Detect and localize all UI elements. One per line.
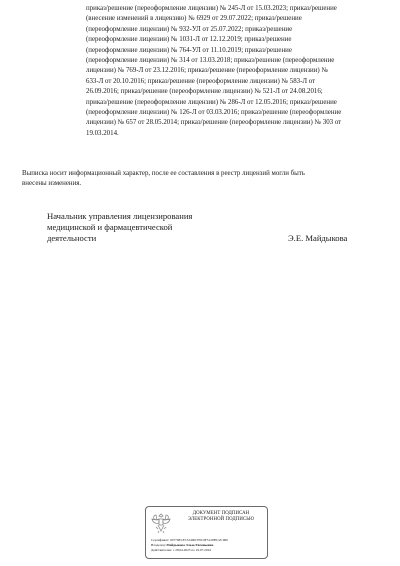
certificate-label: Сертификат: <box>151 538 170 542</box>
orders-line: лицензии) № 769-Л от 23.12.2016; приказ/решение (переоформление лицензии) № <box>86 67 329 75</box>
notice-line: внесены изменения. <box>22 179 82 187</box>
orders-line: приказ/решение (переоформление лицензии) № 245-Л от 15.03.2023; приказ/решение <box>86 5 337 12</box>
signatory-title-line: медицинской и фармацевтической <box>47 222 173 232</box>
signatory-title-line: деятельности <box>47 233 97 243</box>
orders-line: (переоформление лицензии) № 932-УЛ от 25.07.2022; приказ/решение <box>86 25 293 33</box>
owner-label: Владелец: <box>151 543 166 547</box>
orders-line: лицензии) № 657 от 28.05.2014; приказ/решение (переоформление лицензии) № 303 от <box>86 119 342 127</box>
stamp-details <box>151 538 267 553</box>
signature-block <box>47 211 387 244</box>
orders-line: 26.09.2016; приказ/решение (переоформление лицензии) № 521-Л от 24.08.2016; <box>86 88 323 96</box>
orders-line: приказ/решение (переоформление лицензии) № 286-Л от 12.05.2016; приказ/решение <box>86 98 337 106</box>
certificate-value: 00776ECE152400CF6C9F3129F012C960 <box>170 538 228 542</box>
orders-line: (переоформление лицензии) № 764-УЛ от 11.10.2019; приказ/решение <box>86 46 292 54</box>
stamp-heading-line: ЭЛЕКТРОННОЙ ПОДПИСЬЮ <box>187 517 255 522</box>
orders-line: (переоформление лицензии) № 126-Л от 03.03.2016; приказ/решение (переоформление <box>86 109 342 117</box>
validity-label: Действителен: <box>151 548 173 552</box>
orders-line: (переоформление лицензии) № 1031-Л от 12.12.2019; приказ/решение <box>86 36 292 44</box>
double-headed-eagle-emblem-icon <box>150 511 172 535</box>
stamp-validity-row <box>151 548 267 553</box>
owner-value: Майдыкова Эльза Евгеньевна <box>166 543 214 547</box>
notice-line: Выписка носит информационный характер, после ее составления в реестр лицензий могли быть <box>22 170 305 177</box>
electronic-signature-stamp <box>145 506 268 559</box>
informational-notice <box>22 169 390 188</box>
signatory-name: Э.Е. Майдыкова <box>288 233 348 243</box>
orders-line: (переоформление лицензии) № 314 от 13.03.2018; приказ/решение (переоформление <box>86 57 335 65</box>
orders-line: 19.03.2014. <box>86 129 119 137</box>
license-orders-text <box>86 4 386 139</box>
stamp-heading <box>178 511 264 523</box>
stamp-heading-line: ДОКУМЕНТ ПОДПИСАН <box>192 511 250 516</box>
orders-line: 633-Л от 20.10.2016; приказ/решение (переоформление лицензии) № 583-Л от <box>86 77 316 85</box>
signatory-title-line: Начальник управления лицензирования <box>47 211 193 221</box>
validity-value: с 28.04.2023 по 19.07.2024 <box>172 548 211 552</box>
orders-line: (внесение изменений в лицензию) № 6929 от 29.07.2022; приказ/решение <box>86 15 302 23</box>
